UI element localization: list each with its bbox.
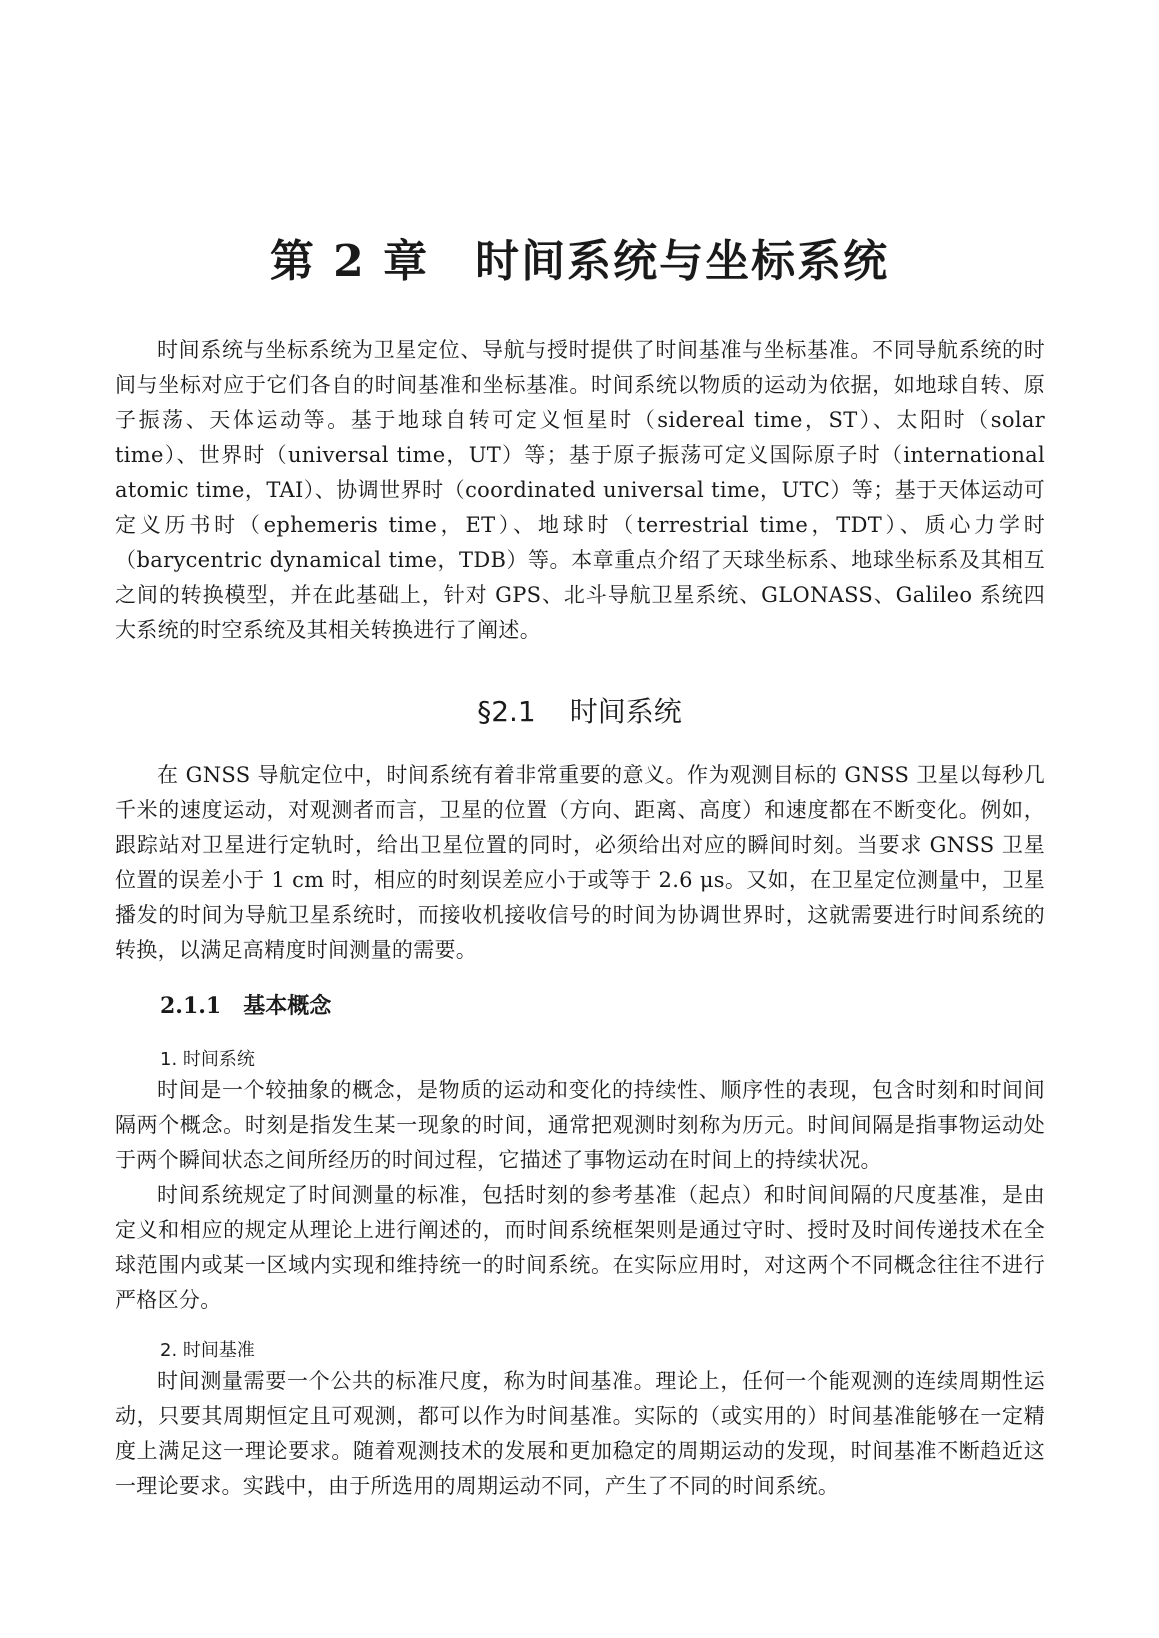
chapter-title-text: 时间系统与坐标系统 bbox=[475, 236, 890, 287]
chapter-intro-paragraph: 时间系统与坐标系统为卫星定位、导航与授时提供了时间基准与坐标基准。不同导航系统的时间与坐标对应于它们各自的时间基准和坐标基准。时间系统以物质的运动为依据，如地球自转、原子振荡、天体运动等。基于地球自转可定义恒星时（sidereal time，ST）、太阳时（solar time）、世界时（universal time，UT）等；基于原子振荡可定义国际原子时（international atomic time，TAI）、协调世界时（coordinated universal time，UTC）等；基于天体运动可定义历书时（ephemeris time，ET）、地球时（terrestrial time，TDT）、质心力学时（barycentric dynamical time，TDB）等。本章重点介绍了天球坐标系、地球坐标系及其相互之间的转换模型，并在此基础上，针对 GPS、北斗导航卫星系统、GLONASS、Galileo 系统四大系统的时空系统及其相关转换进行了阐述。 bbox=[115, 338, 1045, 642]
section-number: §2.1 bbox=[477, 695, 536, 728]
subsection-title-text: 基本概念 bbox=[243, 993, 332, 1019]
chapter-title bbox=[0, 225, 1159, 289]
time-system-body-1 bbox=[115, 1073, 1045, 1178]
section-title-text: 时间系统 bbox=[569, 695, 682, 728]
section-intro-paragraph: 在 GNSS 导航定位中，时间系统有着非常重要的意义。作为观测目标的 GNSS 卫星以每秒几千米的速度运动，对观测者而言，卫星的位置（方向、距离、高度）和速度都在不断变化。例如，跟踪站对卫星进行定轨时，给出卫星位置的同时，必须给出对应的瞬间时刻。当要求 GNSS 卫星位置的误差小于 1 cm 时，相应的时刻误差应小于或等于 2.6 μs。又如，在卫星定位测量中，卫星播发的时间为导航卫星系统时，而接收机接收信号的时间为协调世界时，这就需要进行时间系统的转换，以满足高精度时间测量的需要。 bbox=[115, 763, 1045, 962]
subsection-heading bbox=[160, 989, 331, 1020]
chapter-intro bbox=[115, 333, 1045, 648]
item-heading-time-system: 1. 时间系统 bbox=[160, 1049, 255, 1070]
paragraph: 时间测量需要一个公共的标准尺度，称为时间基准。理论上，任何一个能观测的连续周期性运动，只要其周期恒定且可观测，都可以作为时间基准。实际的（或实用的）时间基准能够在一定精度上满足这一理论要求。随着观测技术的发展和更加稳定的周期运动的发现，时间基准不断趋近这一理论要求。实践中，由于所选用的周期运动不同，产生了不同的时间系统。 bbox=[115, 1369, 1045, 1498]
time-system-body-2 bbox=[115, 1178, 1045, 1318]
subsection-number: 2.1.1 bbox=[160, 993, 222, 1019]
time-base-body bbox=[115, 1364, 1045, 1504]
chapter-number: 第 2 章 bbox=[269, 236, 430, 287]
paragraph: 时间系统规定了时间测量的标准，包括时刻的参考基准（起点）和时间间隔的尺度基准，是由定义和相应的规定从理论上进行阐述的，而时间系统框架则是通过守时、授时及时间传递技术在全球范围内或某一区域内实现和维持统一的时间系统。在实际应用时，对这两个不同概念往往不进行严格区分。 bbox=[115, 1183, 1045, 1312]
section-heading bbox=[0, 690, 1159, 730]
item-heading-time-base: 2. 时间基准 bbox=[160, 1340, 255, 1361]
section-intro bbox=[115, 758, 1045, 968]
paragraph: 时间是一个较抽象的概念，是物质的运动和变化的持续性、顺序性的表现，包含时刻和时间间隔两个概念。时刻是指发生某一现象的时间，通常把观测时刻称为历元。时间间隔是指事物运动处于两个瞬间状态之间所经历的时间过程，它描述了事物运动在时间上的持续状况。 bbox=[115, 1078, 1045, 1172]
